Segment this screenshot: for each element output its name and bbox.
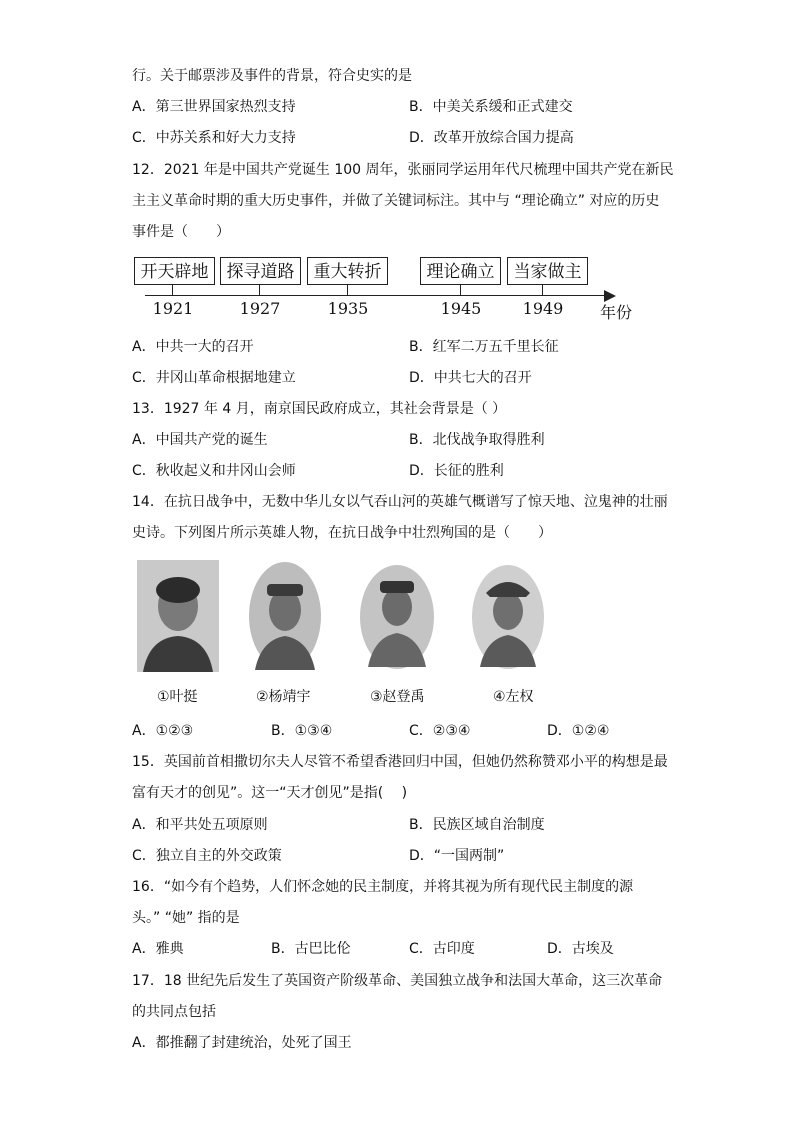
q13-stem: 13．1927 年 4 月，南京国民政府成立，其社会背景是（ ） <box>132 401 507 417</box>
q12-option-b[interactable]: B．红军二万五千里长征 <box>409 339 559 355</box>
timeline-axis <box>145 295 607 296</box>
timeline-year-3: 1935 <box>327 299 369 318</box>
timeline-year-1: 1921 <box>152 299 194 318</box>
timeline-tick <box>259 285 260 295</box>
timeline-tick <box>542 285 543 295</box>
q13-option-b[interactable]: B．北伐战争取得胜利 <box>409 432 545 448</box>
q12-stem-line-3: 事件是（ ） <box>132 224 230 240</box>
q14-option-a[interactable]: A．①②③ <box>132 723 194 739</box>
timeline-tick <box>347 285 348 295</box>
q15-option-b[interactable]: B．民族区域自治制度 <box>409 817 545 833</box>
timeline-box-3: 重大转折 <box>307 257 388 285</box>
portrait-figure-icon <box>358 563 436 671</box>
portrait-photo-4 <box>470 563 546 671</box>
timeline-unit-label: 年份 <box>600 303 633 322</box>
q12-stem-line-2: 主主义革命时期的重大历史事件，并做了关键词标注。其中与 “理论确立” 对应的历史 <box>132 193 660 209</box>
portrait-figure-icon <box>247 560 323 672</box>
q11-option-c[interactable]: C．中苏关系和好大力支持 <box>132 130 296 146</box>
q11-option-d[interactable]: D．改革开放综合国力提高 <box>409 130 574 146</box>
q15-option-d[interactable]: D．“一国两制” <box>409 848 505 864</box>
q16-stem-line-1: 16．“如今有个趋势，人们怀念她的民主制度，并将其视为所有现代民主制度的源 <box>132 879 634 895</box>
portrait-caption-1: ①叶挺 <box>157 689 198 705</box>
q14-stem-line-1: 14．在抗日战争中，无数中华儿女以气吞山河的英雄气概谱写了惊天地、泣鬼神的壮丽 <box>132 494 668 510</box>
q14-option-c[interactable]: C．②③④ <box>409 723 471 739</box>
q17-stem-line-2: 的共同点包括 <box>132 1004 216 1020</box>
q15-stem-line-1: 15．英国前首相撒切尔夫人尽管不希望香港回归中国，但她仍然称赞邓小平的构想是最 <box>132 754 668 770</box>
q12-option-d[interactable]: D．中共七大的召开 <box>409 370 532 386</box>
portrait-photo-2 <box>247 560 323 672</box>
q13-option-d[interactable]: D．长征的胜利 <box>409 463 504 479</box>
q16-option-a[interactable]: A．雅典 <box>132 941 184 957</box>
timeline-year-5: 1949 <box>522 299 564 318</box>
q16-option-b[interactable]: B．古巴比伦 <box>271 941 351 957</box>
q17-stem-line-1: 17．18 世纪先后发生了英国资产阶级革命、美国独立战争和法国大革命，这三次革命 <box>132 973 663 989</box>
q13-option-c[interactable]: C．秋收起义和井冈山会师 <box>132 463 296 479</box>
q11-option-b[interactable]: B．中美关系缓和正式建交 <box>409 99 573 115</box>
q13-option-a[interactable]: A．中国共产党的诞生 <box>132 432 268 448</box>
q11-option-a[interactable]: A．第三世界国家热烈支持 <box>132 99 296 115</box>
q14-stem-line-2: 史诗。下列图片所示英雄人物，在抗日战争中壮烈殉国的是（ ） <box>132 525 552 541</box>
q16-option-c[interactable]: C．古印度 <box>409 941 475 957</box>
portrait-caption-3: ③赵登禹 <box>370 689 425 705</box>
timeline-tick <box>172 285 173 295</box>
q17-option-a[interactable]: A．都推翻了封建统治，处死了国王 <box>132 1035 352 1051</box>
timeline-year-4: 1945 <box>440 299 482 318</box>
timeline-year-2: 1927 <box>239 299 281 318</box>
portrait-photo-1 <box>137 560 219 672</box>
portrait-caption-4: ④左权 <box>493 689 534 705</box>
portrait-photo-3 <box>358 563 436 671</box>
q16-option-d[interactable]: D．古埃及 <box>547 941 614 957</box>
q12-option-c[interactable]: C．井冈山革命根据地建立 <box>132 370 296 386</box>
q15-option-c[interactable]: C．独立自主的外交政策 <box>132 848 282 864</box>
timeline-tick <box>460 285 461 295</box>
portrait-caption-2: ②杨靖宇 <box>256 689 311 705</box>
timeline-box-2: 探寻道路 <box>220 257 301 285</box>
q12-option-a[interactable]: A．中共一大的召开 <box>132 339 254 355</box>
q11-stem: 行。关于邮票涉及事件的背景，符合史实的是 <box>132 68 412 84</box>
q14-option-d[interactable]: D．①②④ <box>547 723 610 739</box>
timeline-box-5: 当家做主 <box>507 257 588 285</box>
q15-option-a[interactable]: A．和平共处五项原则 <box>132 817 268 833</box>
timeline-box-4: 理论确立 <box>420 257 501 285</box>
q15-stem-line-2: 富有天才的创见”。这一“天才创见”是指( ) <box>132 785 408 801</box>
q14-option-b[interactable]: B．①③④ <box>271 723 333 739</box>
q12-stem-line-1: 12．2021 年是中国共产党诞生 100 周年，张丽同学运用年代尺梳理中国共产党在新民 <box>132 162 674 178</box>
portrait-figure-icon <box>470 563 546 671</box>
portrait-figure-icon <box>137 560 219 672</box>
timeline-box-1: 开天辟地 <box>134 257 215 285</box>
q16-stem-line-2: 头。” “她” 指的是 <box>132 910 240 926</box>
